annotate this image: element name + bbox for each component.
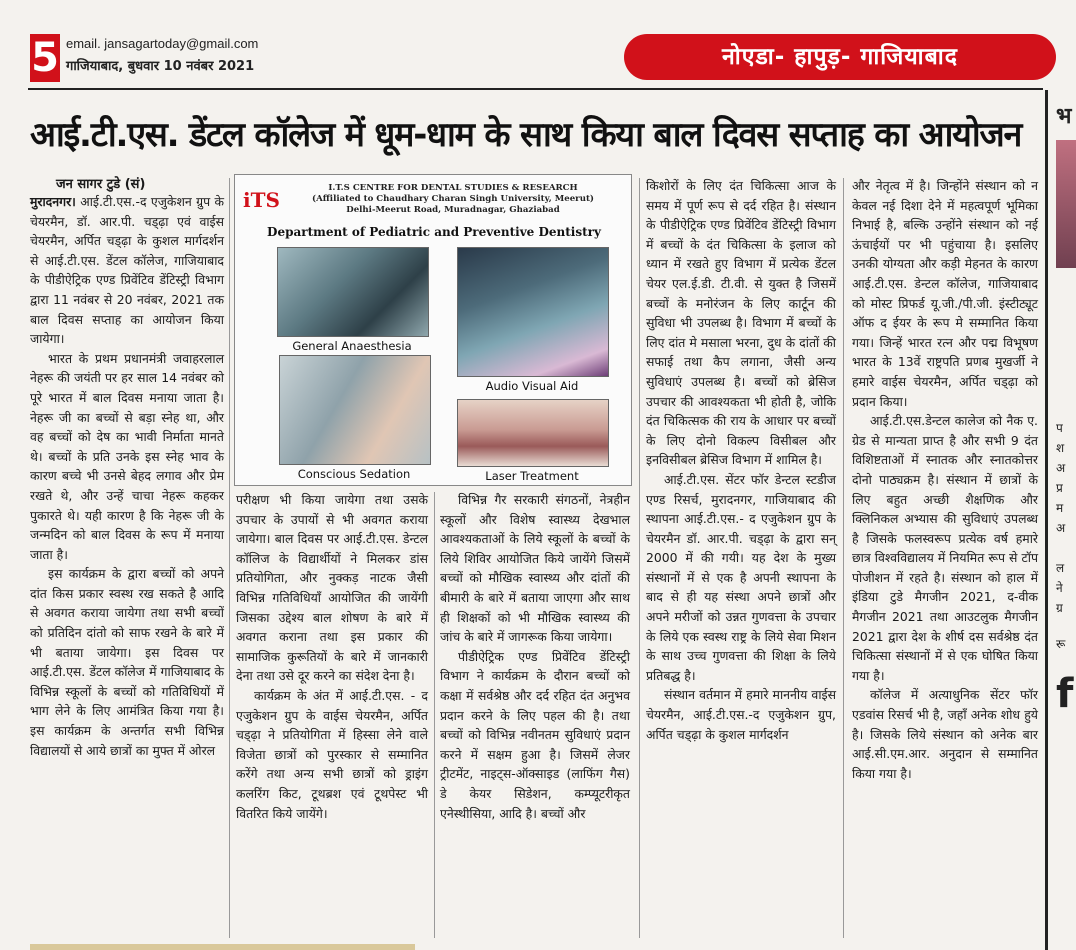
strip-text: प bbox=[1056, 421, 1063, 435]
column-divider bbox=[229, 178, 230, 938]
strip-text: ल bbox=[1056, 561, 1065, 575]
institution-address: Delhi-Meerut Road, Muradnagar, Ghaziabad bbox=[346, 205, 560, 215]
paragraph: पीडीऐट्रिक एण्ड प्रिवेंटिव डेंटिस्ट्री विभाग ने कार्यक्रम के दौरान बच्चों को कक्षा में सर्वश्रेष्ठ और दर्द रहित दंत अनुभव प्रदान करने के लिए पहल की है। तथा बच्चों को विभिन्न नवीनतम सुविधाएं प्रदान करने में सक्षम हुआ है। जिसमें लेजर ट्रीटमेंट, नाइट्स-ऑक्साइड (लाफिंग गैस) डे केयर सिडेशन, कम्प्यूटरीकृत एनेस्थीसिया, आदि है। बच्चों और bbox=[440, 648, 630, 821]
its-logo: iTS bbox=[243, 188, 280, 212]
adjacent-article-strip bbox=[1056, 92, 1076, 724]
photo-audio-visual-aid bbox=[457, 247, 609, 377]
paragraph: इस कार्यक्रम के द्वारा बच्चों को अपने दांत किस प्रकार स्वस्थ रख सकते है आदि से अवगत कराया जायेगा तथा सभी बच्चों को प्रतिदिन दांतो को साफ रखने के बारे में भी बताया जायेगा। इस दिवस पर आई.टी.एस. डेंटल कॉलेज में गाजियाबाद के विभिन्न स्कूलों के बच्चों को गतिविधियों में भाग लेने के लिए आमंत्रित किया गया है। इस कार्यक्रम के अन्तर्गत सभी विभिन्न विद्यालयों से आये छात्रों का मुफ्त में ओरल bbox=[30, 566, 224, 758]
headline: आई.टी.एस. डेंटल कॉलेज में धूम-धाम के साथ किया बाल दिवस सप्ताह का आयोजन bbox=[30, 115, 1022, 155]
strip-photo bbox=[1056, 140, 1076, 268]
caption-audio-visual-aid: Audio Visual Aid bbox=[485, 379, 579, 393]
article-column-4 bbox=[646, 176, 836, 936]
caption-laser-treatment: Laser Treatment bbox=[485, 469, 579, 483]
strip-text: म bbox=[1056, 501, 1064, 515]
bottom-advert-edge bbox=[30, 944, 415, 950]
paragraph: कॉलेज में अत्याधुनिक सेंटर फॉर एडवांस रिसर्च भी है, जहाँ अनेक शोध हुये है। जिसके लिये संस्थान को अनेक बार आई.सी.एम.आर. अनुदान से सम्मानित किया गया है। bbox=[852, 687, 1038, 781]
right-column-rule bbox=[1045, 90, 1048, 950]
column-divider bbox=[843, 178, 844, 938]
article-column-3 bbox=[440, 490, 630, 935]
column-divider bbox=[639, 178, 640, 938]
institution-name: I.T.S CENTRE FOR DENTAL STUDIES & RESEARCH bbox=[328, 183, 578, 193]
caption-general-anaesthesia: General Anaesthesia bbox=[292, 339, 412, 353]
paragraph: आई.टी.एस.-द एजुकेशन ग्रुप के चेयरमैन, डॉ. आर.पी. चड्ढ़ा एवं वाईस चेयरमैन, अर्पित चड्ढ़ा के कुशल मार्गदर्शन से आई.टी.एस. डेंटल कॉलेज, गाजियाबाद के पीडीऐट्रिक एण्ड प्रिवेंटिव डेंटिस्ट्री विभाग द्वारा 11 नवंबर से 20 नवंबर, 2021 तक बाल दिवस सप्ताह का आयोजन किया जायेगा। bbox=[30, 194, 224, 347]
strip-text: प्र bbox=[1056, 481, 1063, 495]
strip-text: अ bbox=[1056, 521, 1066, 535]
article-photo-collage bbox=[234, 174, 632, 486]
paragraph: परीक्षण भी किया जायेगा तथा उसके उपचार के उपायों से भी अवगत कराया जायेगा। बाल दिवस पर आई.टी.एस. डेन्टल कॉलिज के विद्यार्थीयों ने मिलकर डांस प्रतियोगिता, और नुक्कड़ नाटक जैसी विभिन्न गतिविधियाँ आयोजित की जायेंगी जिसका उद्देश्य बाल शोषण के बारे में अवगत कराना तथा इस प्रकार की सामाजिक कुरूतियों के बारे में जानकारी देना तथा उसे दूर करने का संदेश देना है। bbox=[236, 492, 428, 684]
paragraph: विभिन्न गैर सरकारी संगठनों, नेत्रहीन स्कूलों और विशेष स्वास्थ्य देखभाल आवश्यकताओं के लिये स्कूलों के बच्चों के लिये शिविर आयोजित किये जायेंगे जिसमें बच्चों को मौखिक स्वास्थ्य और दांतों की बीमारी के बारे में बताया जाएगा और साथ ही शिक्षकों को भी मौखिक स्वास्थ्य की जांच के बारे में जागरूक किया जायेगा। bbox=[440, 492, 630, 645]
caption-conscious-sedation: Conscious Sedation bbox=[297, 467, 411, 481]
strip-text: ने bbox=[1056, 581, 1063, 595]
department-title: Department of Pediatric and Preventive Dentistry bbox=[267, 225, 601, 239]
page-number: 5 bbox=[31, 35, 59, 81]
strip-text: भ bbox=[1056, 104, 1072, 129]
lead-place: मुरादनगर। bbox=[30, 194, 76, 209]
strip-text: ग्र bbox=[1056, 601, 1063, 615]
header-rule bbox=[28, 88, 1043, 90]
paragraph: संस्थान वर्तमान में हमारे माननीय वाईस चेयरमैन, आई.टी.एस.-द एजुकेशन ग्रुप, अर्पित चड्ढ़ा के कुशल मार्गदर्शन bbox=[646, 687, 836, 742]
strip-text: f bbox=[1056, 671, 1074, 717]
photo-general-anaesthesia bbox=[277, 247, 429, 337]
region-banner: नोएडा- हापुड़- गाजियाबाद bbox=[624, 34, 1056, 80]
article-column-2 bbox=[236, 490, 428, 935]
article-column-1 bbox=[30, 192, 224, 934]
column-divider bbox=[434, 492, 435, 938]
institution-affiliation: (Affiliated to Chaudhary Charan Singh University, Meerut) bbox=[312, 194, 594, 204]
photo-conscious-sedation bbox=[279, 355, 431, 465]
strip-text: रू bbox=[1056, 637, 1066, 651]
email-address: email. jansagartoday@gmail.com bbox=[66, 36, 259, 51]
photo-laser-treatment bbox=[457, 399, 609, 467]
dateline: गाजियाबाद, बुधवार 10 नवंबर 2021 bbox=[66, 59, 255, 74]
byline: जन सागर टुडे (सं) bbox=[56, 177, 146, 192]
paragraph: आई.टी.एस. सेंटर फॉर डेन्टल स्टडीज एण्ड रिसर्च, मुरादनगर, गाजियाबाद की स्थापना आई.टी.एस.- द एजुकेशन ग्रुप के चेयरमैन डॉ. आर.पी. चड्ढ़ा के द्वारा सन् 2000 में की गयी। यह देश के मुख्य संस्थानों में से एक है अपनी स्थापना के बाद से ही यह संस्था अपने छात्रों और अपने मरीजों को उन्नत गुणवत्ता के उपचार के लिये एक स्वस्थ राष्ट्र के लिये सेवा मिशन के साथ उच्च गुणवत्ता की शिक्षा के लिये प्रतिबद्ध है। bbox=[646, 471, 836, 683]
paragraph: किशोरों के लिए दंत चिकित्सा आज के समय में पूर्ण रूप से दर्द रहित है। संस्थान के पीडीऐट्रिक एण्ड प्रिवेंटिव डेंटिस्ट्री विभाग में बच्चों के दंत चिकित्सा के इलाज को ध्यान में रखते हुए विभाग में प्रत्येक डेंटल चेयर एल.ई.डी. टी.वी. से युक्त है जिसमें बच्चों के मनोरंजन के लिए कार्टून की सुविधा भी उपलब्ध है। विभाग में बच्चों के लिए दांत मे मसाला भरना, दुध के दांतों की सफाई तथा कैप लगाना, जैसी अन्य सुविधाएं उपलब्ध है। बच्चों को ब्रेसिज उपचार की आवश्यकता भी होती है, जोकि दंत चिकित्सक की राय के आधार पर बच्चों के लिए दोनो विकल्प विसीबल और इनविसीबल ब्रेसिज विभाग में शामिल है। bbox=[646, 178, 836, 468]
strip-text: अ bbox=[1056, 461, 1066, 475]
paragraph: कार्यक्रम के अंत में आई.टी.एस. - द एजुकेशन ग्रुप के वाईस चेयरमैन, अर्पित चड्ढ़ा ने प्रतियोगिता में हिस्सा लेने वाले विजेता छात्रों को पुरस्कार से सम्मानित करेंगे तथा अन्य सभी छात्रों को ड्राइंग कलरिंग किट, टूथब्रश एवं टूथपेस्ट भी वितरित किये जायेंगे। bbox=[236, 687, 428, 821]
paragraph: भारत के प्रथम प्रधानमंत्री जवाहरलाल नेहरू की जयंती पर हर साल 14 नवंबर को पूरे भारत में बाल दिवस मनाया जाता है। नेहरू जी का बच्चों से बड़ा स्नेह था, और वह बच्चों को देष का भावी निर्माता मानते थे। बच्चों के प्रति उनके इस स्नेह भाव के कारण बच्चे भी उनसे बेहद लगाव और प्रेम रखते थे, और उन्हें चाचा नेहरू कहकर पुकारते थे। यही कारण है कि नेहरू जी के जन्मदिन को बाल दिवस के रूप में मनाया जाता है। bbox=[30, 350, 224, 562]
paragraph: और नेतृत्व में है। जिन्होंने संस्थान को न केवल नई दिशा देने में महत्वपूर्ण भूमिका निभाई है, बल्कि उन्होंने संस्थान को नई ऊंचाईयों पर भी पहुंचाया है। इसलिए उनकी योग्यता और कड़ी मेहनत के कारण आई.टी.एस. डेन्टल कॉलेज, गाजियाबाद को मोस्ट प्रिफर्ड यू.जी./पी.जी. इंस्टीट्यूट ऑफ द ईयर के रूप मे सम्मानित किया गया। जिन्हें भारत रत्न और पद्म विभूषण भारत के 13वें राष्ट्रपति प्रणब मुखर्जी ने हमारे वाईस चेयरमैन, अर्पित चड्ढ़ा को प्रदान किया। bbox=[852, 178, 1038, 409]
institution-header bbox=[283, 183, 623, 216]
paragraph: आई.टी.एस.डेन्टल कालेज को नैक ए. ग्रेड से मान्यता प्राप्त है और सभी 9 दंत विशिष्टताओं में स्नातक और स्नातकोत्तर दोनो पाठ्यक्रम है। संस्थान में छात्रों के लिए बहुत अच्छी शैक्षणिक और क्लिनिकल अभ्यास की सुविधाएं उपलब्ध है जिसके फलस्वरूप प्रत्येक वर्ष हमारे छात्र विश्वविद्यालय में नियमित रूप से टॉप पोजीशन में रहते है। संस्थान को हाल में इंडिया टुडे मैगजीन 2021, द-वीक मैगजीन 2021 तथा आउटलुक मैगजीन 2021 द्वारा देश के शीर्ष दस सर्वश्रेष्ठ दंत चिकित्सा संस्थानों में से एक घोषित किया गया है। bbox=[852, 413, 1038, 683]
article-column-5 bbox=[852, 176, 1038, 936]
strip-text: श bbox=[1056, 441, 1065, 455]
